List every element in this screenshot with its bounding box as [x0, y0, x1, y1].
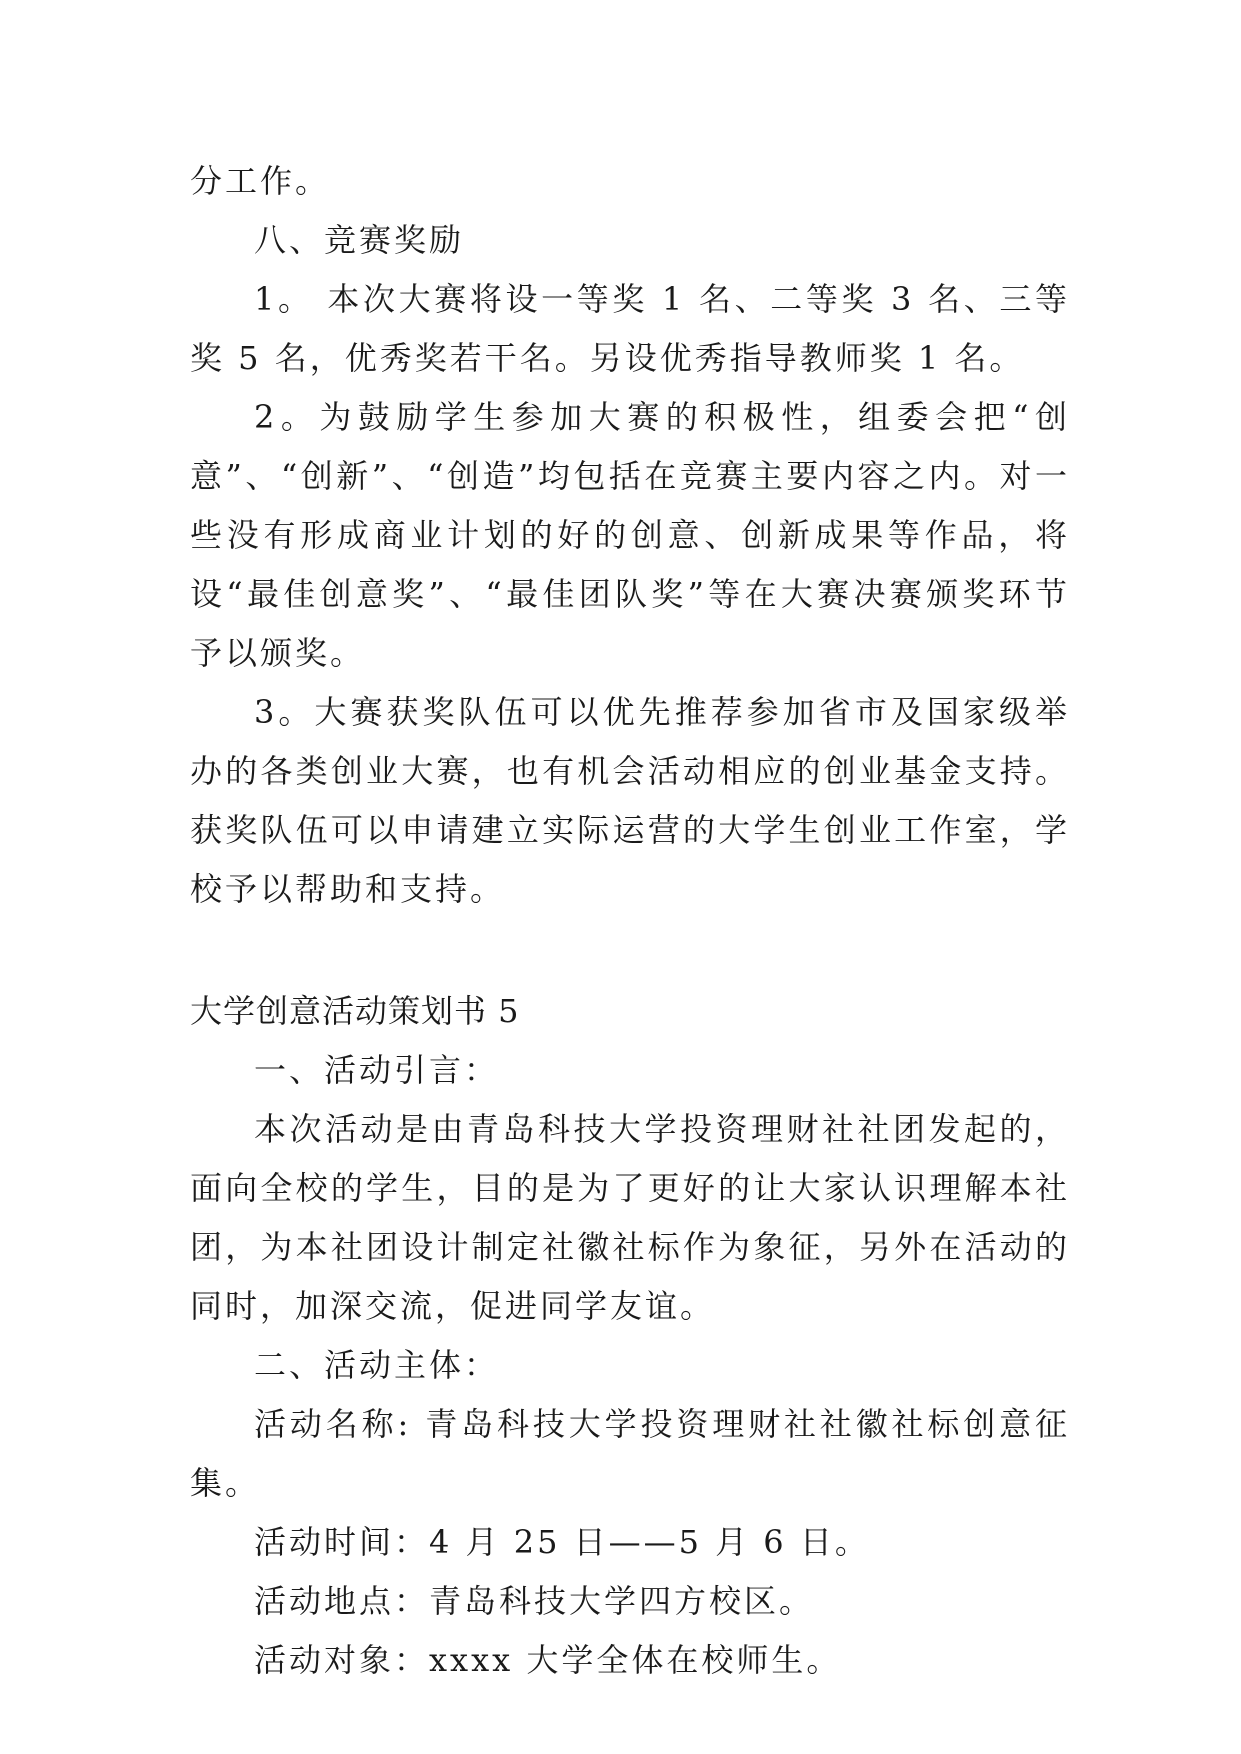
document-body	[190, 152, 1070, 1690]
award-item-2: 2。为鼓励学生参加大赛的积极性，组委会把“创意”、“创新”、“创造”均包括在竞赛主要内容之内。对一些没有形成商业计划的好的创意、创新成果等作品，将设“最佳创意奖”、“最佳团队奖”等在大赛决赛颁奖环节予以颁奖。	[190, 398, 1070, 672]
activity-target: 活动对象：xxxx 大学全体在校师生。	[254, 1641, 842, 1679]
activity-place: 活动地点：青岛科技大学四方校区。	[254, 1582, 815, 1620]
section-title-introduction: 一、活动引言：	[254, 1051, 500, 1089]
section-title-subject: 二、活动主体：	[254, 1346, 500, 1384]
document-title: 大学创意活动策划书 5	[190, 992, 520, 1030]
activity-time: 活动时间：4 月 25 日——5 月 6 日。	[254, 1523, 870, 1561]
introduction-paragraph: 本次活动是由青岛科技大学投资理财社社团发起的，面向全校的学生，目的是为了更好的让大家认识理解本社团，为本社团设计制定社徽社标作为象征，另外在活动的同时，加深交流，促进同学友谊。	[190, 1110, 1070, 1325]
award-item-3: 3。大赛获奖队伍可以优先推荐参加省市及国家级举办的各类创业大赛，也有机会活动相应的创业基金支持。获奖队伍可以申请建立实际运营的大学生创业工作室，学校予以帮助和支持。	[190, 693, 1070, 908]
activity-name: 活动名称: 青岛科技大学投资理财社社徽社标创意征集。	[190, 1405, 1070, 1502]
section-title-awards: 八、竞赛奖励	[254, 221, 465, 259]
section-gap	[190, 919, 1070, 982]
continuation-text: 分工作。	[190, 162, 331, 200]
award-item-1: 1。 本次大赛将设一等奖 1 名、二等奖 3 名、三等奖 5 名，优秀奖若干名。另设优秀指导教师奖 1 名。	[190, 280, 1070, 377]
